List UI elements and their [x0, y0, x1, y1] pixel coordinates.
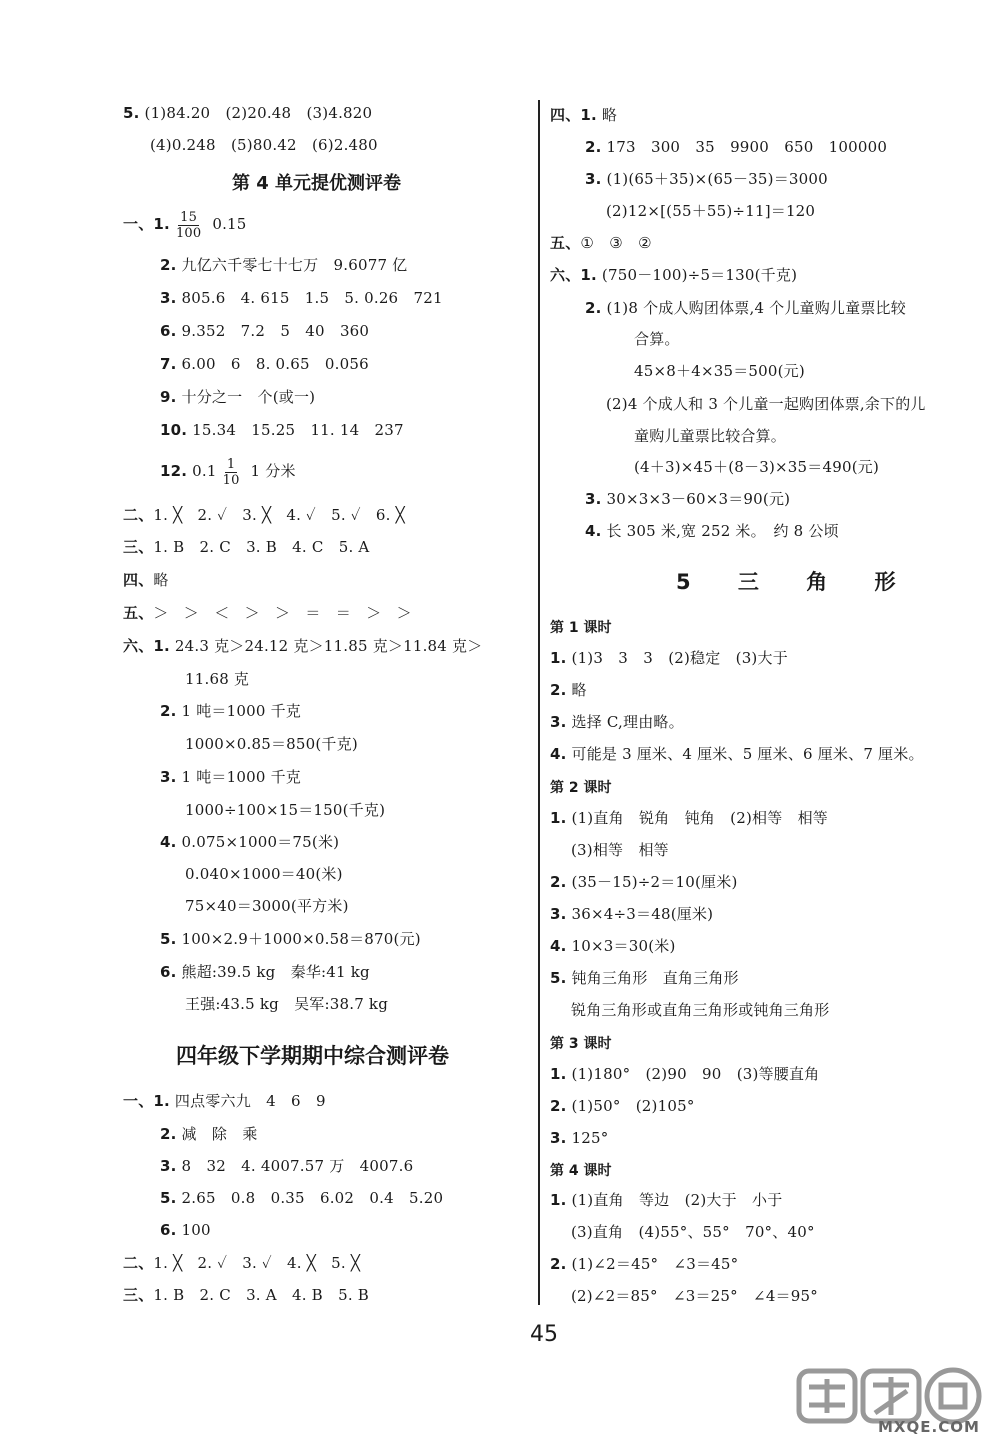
answer-line: 7. 6.00 6 8. 0.65 0.056: [160, 355, 369, 373]
answer-line: 3. 1 吨＝1000 千克: [160, 768, 301, 786]
answer-line: 2. (1)∠2＝45° ∠3＝45°: [550, 1255, 739, 1273]
answer-line: 3. 选择 C,理由略。: [550, 713, 684, 731]
fraction: $\frac{15}{100}$: [175, 209, 202, 241]
answer-line: (3)相等 相等: [571, 841, 669, 859]
answer-line: 一、1. $\frac{15}{100}$ 0.15: [123, 209, 247, 241]
answer-line: 六、1. 24.3 克＞24.12 克＞11.85 克＞11.84 克＞: [123, 637, 483, 655]
lesson-title: 第 2 课时: [550, 780, 612, 796]
answer-line: 3. 8 32 4. 4007.57 万 4007.6: [160, 1157, 414, 1175]
answer-line: (3)直角 (4)55°、55° 70°、40°: [571, 1223, 815, 1241]
answer-line: 1. (1)直角 锐角 钝角 (2)相等 相等: [550, 809, 829, 827]
answer-line: (2)∠2＝85° ∠3＝25° ∠4＝95°: [571, 1287, 818, 1305]
answer-line: 一、1. 四点零六九 4 6 9: [123, 1092, 326, 1110]
answer-line: 5. 100×2.9＋1000×0.58＝870(元): [160, 930, 421, 948]
answer-line: 4. 10×3＝30(米): [550, 937, 676, 955]
answer-line: 2. (1)8 个成人购团体票,4 个儿童购儿童票比较: [585, 299, 906, 317]
answer-line: 6. 100: [160, 1221, 211, 1239]
answer-line: 11.68 克: [185, 670, 250, 688]
answer-line: 4. 可能是 3 厘米、4 厘米、5 厘米、6 厘米、7 厘米。: [550, 745, 924, 763]
answer-line: 3. 805.6 4. 615 1.5 5. 0.26 721: [160, 289, 443, 307]
answer-line: 6. 熊超:39.5 kg 秦华:41 kg: [160, 963, 370, 981]
lesson-title: 第 4 课时: [550, 1163, 612, 1179]
answer-line: 1. (1)直角 等边 (2)大于 小于: [550, 1191, 783, 1209]
answer-line: 3. 36×4÷3＝48(厘米): [550, 905, 714, 923]
answer-line: 4. 长 305 米,宽 252 米。 约 8 公顷: [585, 522, 839, 540]
answer-line: 4. 0.075×1000＝75(米): [160, 833, 340, 851]
fraction: $\frac{1}{10}$: [222, 456, 240, 488]
answer-line: 6. 9.352 7.2 5 40 360: [160, 322, 370, 340]
answer-line: 0.040×1000＝40(米): [185, 865, 343, 883]
lesson-title: 第 1 课时: [550, 620, 612, 636]
answer-line: 2. (35－15)÷2＝10(厘米): [550, 873, 738, 891]
answer-line: (4)0.248 (5)80.42 (6)2.480: [150, 136, 378, 154]
answer-line: 3. (1)(65＋35)×(65－35)＝3000: [585, 170, 828, 188]
answer-line: 9. 十分之一 个(或一): [160, 388, 316, 406]
answer-line: 四、略: [123, 571, 169, 589]
answer-line: (2)12×[(55＋55)÷11]＝120: [606, 202, 816, 220]
answer-line: 1. (1)3 3 3 (2)稳定 (3)大于: [550, 649, 788, 667]
lesson-title: 第 3 课时: [550, 1036, 612, 1052]
answer-line: 2. 1 吨＝1000 千克: [160, 702, 301, 720]
answer-line: 45×8＋4×35＝500(元): [634, 362, 805, 380]
answer-line: 2. 173 300 35 9900 650 100000: [585, 138, 888, 156]
answer-line: 三、1. B 2. C 3. B 4. C 5. A: [123, 538, 370, 556]
answer-line: 5. 钝角三角形 直角三角形: [550, 969, 739, 987]
answer-line: 合算。: [634, 330, 680, 348]
answer-line: 5. 2.65 0.8 0.35 6.02 0.4 5.20: [160, 1189, 444, 1207]
answer-line: 六、1. (750－100)÷5＝130(千克): [550, 266, 798, 284]
answer-line: 童购儿童票比较合算。: [634, 427, 787, 445]
answer-line: 3. 125°: [550, 1129, 609, 1147]
answer-line: 五、＞ ＞ ＜ ＞ ＞ ＝ ＝ ＞ ＞: [123, 604, 412, 622]
answer-line: 2. 九亿六千零七十七万 9.6077 亿: [160, 256, 408, 274]
answer-line: 1. (1)180° (2)90 90 (3)等腰直角: [550, 1065, 820, 1083]
section-title: 四年级下学期期中综合测评卷: [176, 1044, 449, 1068]
answer-line: 王强:43.5 kg 吴军:38.7 kg: [185, 995, 389, 1013]
answer-line: (4＋3)×45＋(8－3)×35＝490(元): [634, 458, 880, 476]
column-divider: [538, 100, 540, 1305]
answer-line: 五、① ③ ②: [550, 234, 652, 252]
section-title: 第 4 单元提优测评卷: [232, 173, 402, 194]
watermark-url: MXQE.COM: [878, 1418, 980, 1436]
answer-line: 3. 30×3×3－60×3＝90(元): [585, 490, 791, 508]
answer-line: 10. 15.34 15.25 11. 14 237: [160, 421, 404, 439]
answer-line: 1000÷100×15＝150(千克): [185, 801, 386, 819]
answer-line: 2. (1)50° (2)105°: [550, 1097, 695, 1115]
answer-line: 四、1. 略: [550, 106, 618, 124]
page-number: 45: [530, 1322, 558, 1347]
section-title: 5 三 角 形: [676, 570, 916, 594]
answer-line: 75×40＝3000(平方米): [185, 897, 349, 915]
answer-line: 2. 减 除 乘: [160, 1125, 258, 1143]
answer-line: 二、1. ╳ 2. ✓ 3. ✓ 4. ╳ 5. ╳: [123, 1254, 361, 1272]
answer-line: 5. (1)84.20 (2)20.48 (3)4.820: [123, 104, 373, 122]
answer-line: 锐角三角形或直角三角形或钝角三角形: [571, 1001, 830, 1019]
answer-line: 三、1. B 2. C 3. A 4. B 5. B: [123, 1286, 369, 1304]
answer-line: 1000×0.85＝850(千克): [185, 735, 358, 753]
answer-line: (2)4 个成人和 3 个儿童一起购团体票,余下的儿: [606, 395, 926, 413]
answer-line: 二、1. ╳ 2. ✓ 3. ╳ 4. ✓ 5. ✓ 6. ╳: [123, 506, 405, 524]
answer-line: 2. 略: [550, 681, 587, 699]
answer-line: 12. 0.1 $\frac{1}{10}$ 1 分米: [160, 456, 296, 488]
